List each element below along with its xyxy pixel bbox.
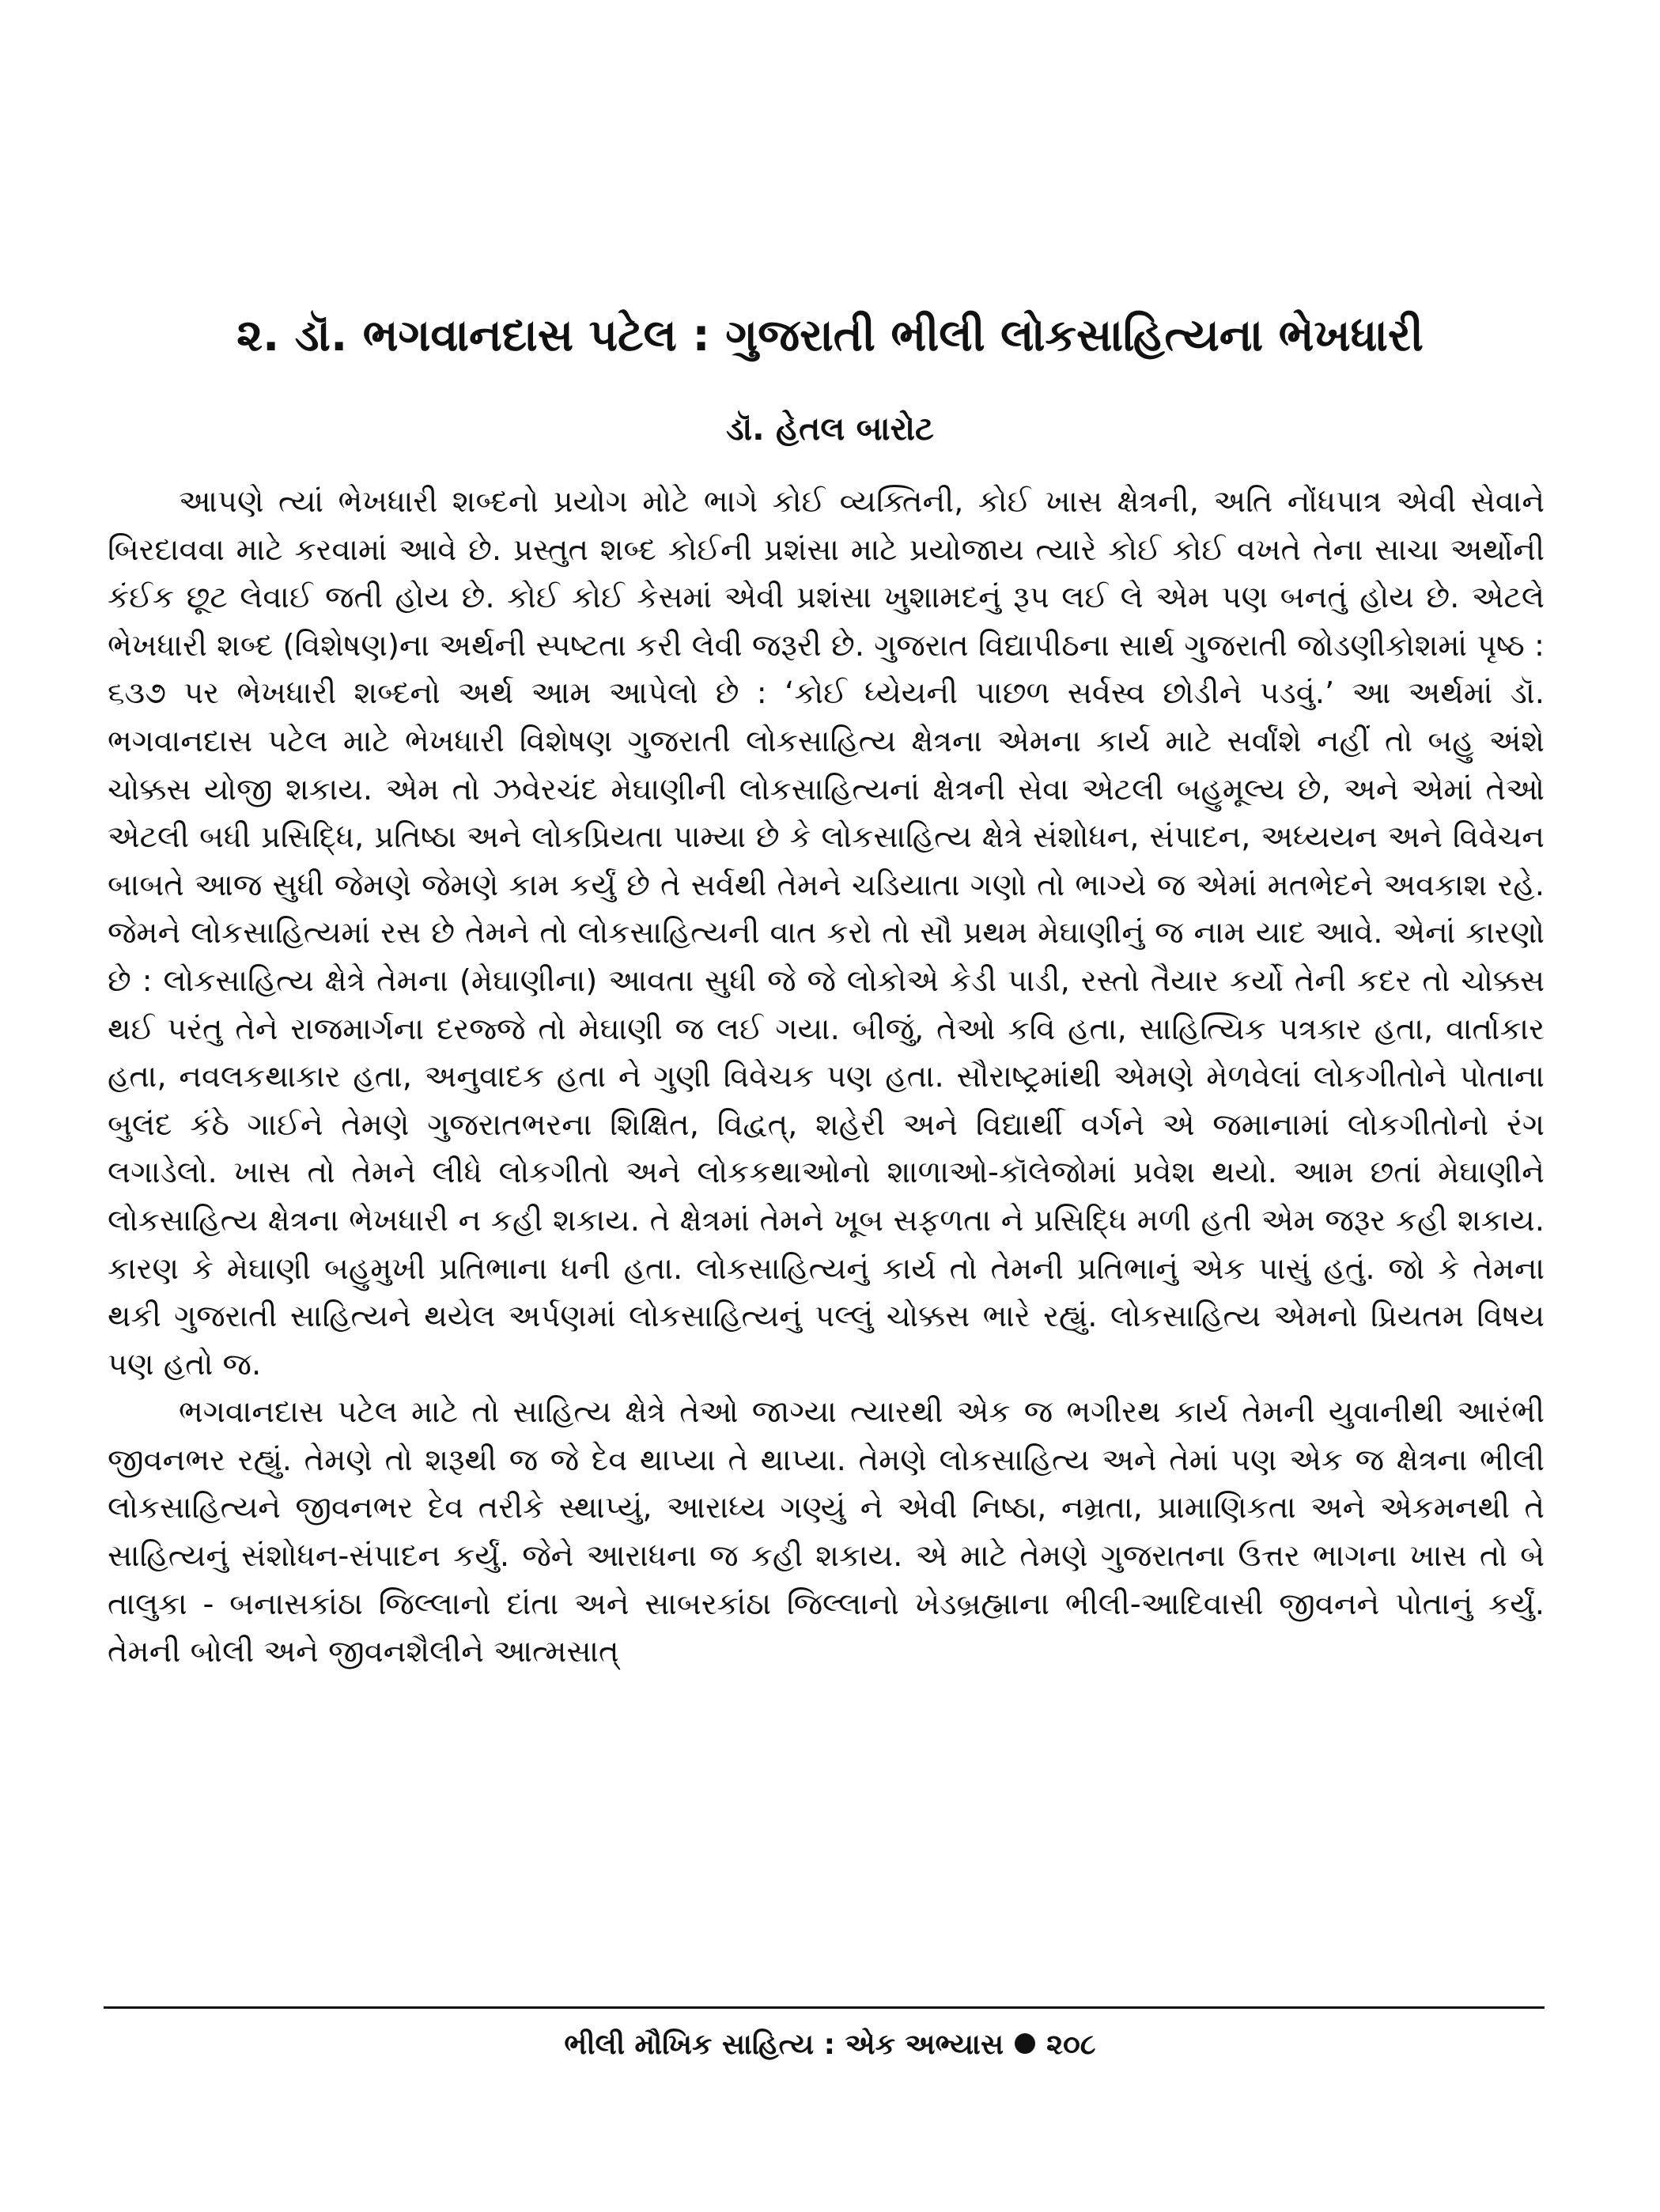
author-name: ડૉ. હેતલ બારોટ [726,410,934,448]
body-text [108,478,1545,1677]
chapter-title: ૨. ડૉ. ભગવાનદાસ પટેલ : ગુજરાતી ભીલી લોકસાહિત્યના ભેખધારી [236,310,1424,361]
bullet-icon [1015,2033,1035,2054]
footer-divider [104,2006,1545,2009]
paragraph: આપણે ત્યાં ભેખધારી શબ્દનો પ્રયોગ મોટે ભાગે કોઈ વ્યક્તિની, કોઈ ખાસ ક્ષેત્રની, અતિ નોંધપાત્ર એવી સેવાને બિરદાવવા માટે કરવામાં આવે છે. પ્રસ્તુત શબ્દ કોઈની પ્રશંસા માટે પ્રયોજાય ત્યારે કોઈ કોઈ વખતે તેના સાચા અર્થોની કંઈક છૂટ લેવાઈ જતી હોય છે. કોઈ કોઈ કેસમાં એવી પ્રશંસા ખુશામદનું રૂપ લઈ લે એમ પણ બનતું હોય છે. એટલે ભેખધારી શબ્દ (વિશેષણ)ના અર્થની સ્પષ્ટતા કરી લેવી જરૂરી છે. ગુજરાત વિદ્યાપીઠના સાર્થ ગુજરાતી જોડણીકોશમાં પૃષ્ઠ : ૬૩૭ પર ભેખધારી શબ્દનો અર્થ આમ આપેલો છે : ‘કોઈ ધ્યેયની પાછળ સર્વસ્વ છોડીને પડવું.’ આ અર્થમાં ડૉ. ભગવાનદાસ પટેલ માટે ભેખધારી વિશેષણ ગુજરાતી લોકસાહિત્ય ક્ષેત્રના એમના કાર્ય માટે સર્વાંશે નહીં તો બહુ અંશે ચોક્કસ યોજી શકાય. એમ તો ઝવેરચંદ મેઘાણીની લોકસાહિત્યનાં ક્ષેત્રની સેવા એટલી બહુમૂલ્ય છે, અને એમાં તેઓ એટલી બધી પ્રસિદ્ધિ, પ્રતિષ્ઠા અને લોકપ્રિયતા પામ્યા છે કે લોકસાહિત્ય ક્ષેત્રે સંશોધન, સંપાદન, અધ્યયન અને વિવેચન બાબતે આજ સુધી જેમણે જેમણે કામ કર્યું છે તે સર્વથી તેમને ચડિયાતા ગણો તો ભાગ્યે જ એમાં મતભેદને અવકાશ રહે. જેમને લોકસાહિત્યમાં રસ છે તેમને તો લોકસાહિત્યની વાત કરો તો સૌ પ્રથમ મેઘાણીનું જ નામ યાદ આવે. એનાં કારણો છે : લોકસાહિત્ય ક્ષેત્રે તેમના (મેઘાણીના) આવતા સુધી જે જે લોકોએ કેડી પાડી, રસ્તો તૈયાર કર્યો તેની કદર તો ચોક્કસ થઈ પરંતુ તેને રાજમાર્ગના દરજ્જે તો મેઘાણી જ લઈ ગયા. બીજું, તેઓ કવિ હતા, સાહિત્યિક પત્રકાર હતા, વાર્તાકાર હતા, નવલકથાકાર હતા, અનુવાદક હતા ને ગુણી વિવેચક પણ હતા. સૌરાષ્ટ્રમાંથી એમણે મેળવેલાં લોકગીતોને પોતાના બુલંદ કંઠે ગાઈને તેમણે ગુજરાતભરના શિક્ષિત, વિદ્વત્, શહેરી અને વિદ્યાર્થી વર્ગને એ જમાનામાં લોકગીતોનો રંગ લગાડેલો. ખાસ તો તેમને લીધે લોકગીતો અને લોકકથાઓનો શાળાઓ-કૉલેજોમાં પ્રવેશ થયો. આમ છતાં મેઘાણીને લોકસાહિત્ય ક્ષેત્રના ભેખધારી ન કહી શકાય. તે ક્ષેત્રમાં તેમને ખૂબ સફળતા ને પ્રસિદ્ધિ મળી હતી એમ જરૂર કહી શકાય. કારણ કે મેઘાણી બહુમુખી પ્રતિભાના ધની હતા. લોકસાહિત્યનું કાર્ય તો તેમની પ્રતિભાનું એક પાસું હતું. જો કે તેમના થકી ગુજરાતી સાહિત્યને થયેલ અર્પણમાં લોકસાહિત્યનું પલ્લું ચોક્કસ ભારે રહ્યું. લોકસાહિત્ય એમનો પ્રિયતમ વિષય પણ હતો જ. [108,484,1545,1382]
footer-book-title: ભીલી મૌખિક સાહિત્ય : એક અભ્યાસ [564,2029,1004,2061]
page-footer [95,2023,1565,2067]
paragraph: ભગવાનદાસ પટેલ માટે તો સાહિત્ય ક્ષેત્રે તેઓ જાગ્યા ત્યારથી એક જ ભગીરથ કાર્ય તેમની યુવાનીથી આરંભી જીવનભર રહ્યું. તેમણે તો શરૂથી જ જે દેવ થાપ્યા તે થાપ્યા. તેમણે લોકસાહિત્ય અને તેમાં પણ એક જ ક્ષેત્રના ભીલી લોકસાહિત્યને જીવનભર દેવ તરીકે સ્થાપ્યું, આરાધ્ય ગણ્યું ને એવી નિષ્ઠા, નમ્રતા, પ્રામાણિકતા અને એકમનથી તે સાહિત્યનું સંશોધન-સંપાદન કર્યું. જેને આરાધના જ કહી શકાય. એ માટે તેમણે ગુજરાતના ઉત્તર ભાગના ખાસ તો બે તાલુકા - બનાસકાંઠા જિલ્લાનો દાંતા અને સાબરકાંઠા જિલ્લાનો ખેડબ્રહ્માના ભીલી-આદિવાસી જીવનને પોતાનું કર્યું. તેમની બોલી અને જીવનશૈલીને આત્મસાત્ [108,1394,1545,1670]
page-number: ૨૦૮ [1046,2029,1096,2061]
